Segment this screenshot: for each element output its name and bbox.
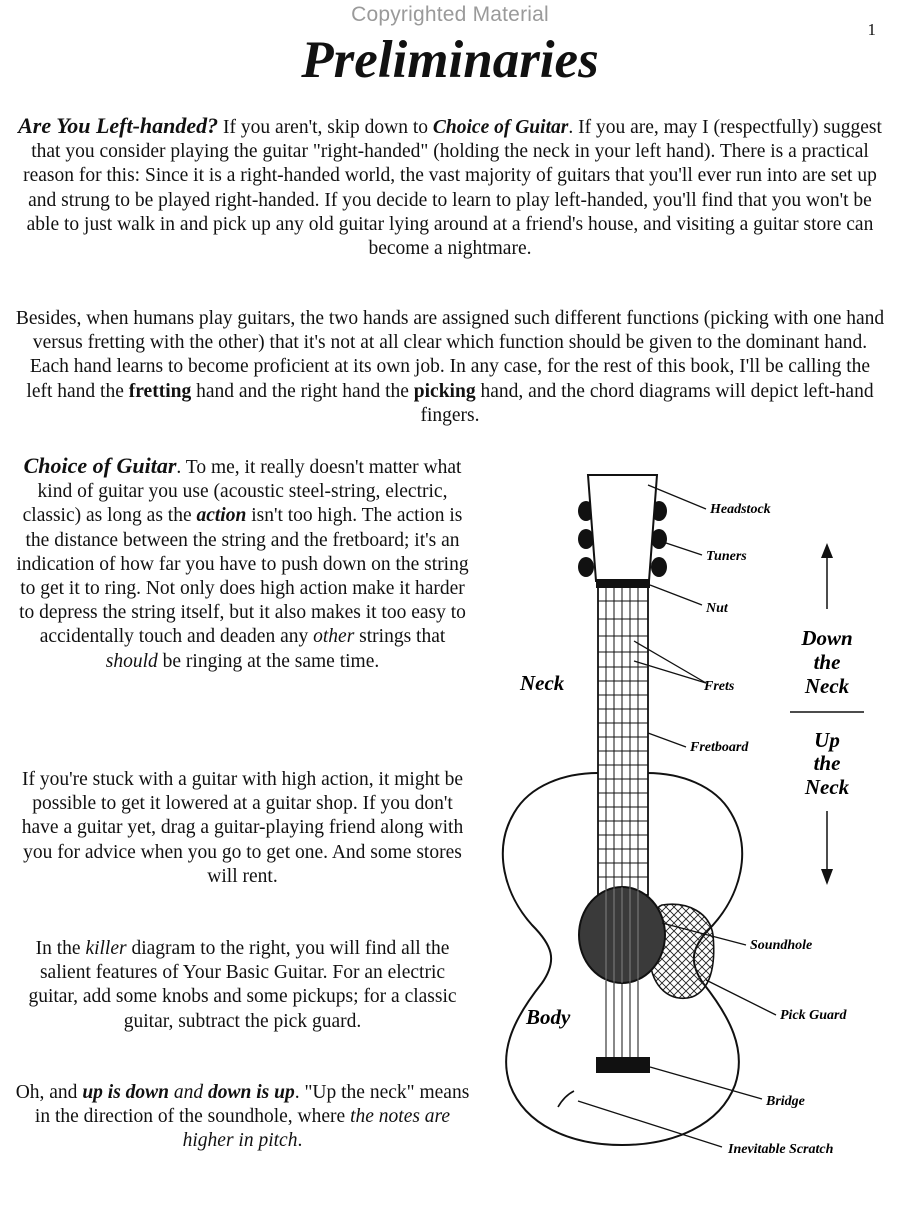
label-bridge: Bridge xyxy=(766,1094,805,1109)
label-neck: Neck xyxy=(520,671,565,695)
copyright-watermark: Copyrighted Material xyxy=(351,3,549,26)
label-headstock: Headstock xyxy=(710,502,771,517)
choice-of-guitar-heading: Choice of Guitar xyxy=(23,453,177,478)
down-label-line-3: Neck xyxy=(804,674,850,698)
label-frets: Frets xyxy=(704,679,735,694)
left-handed-heading: Are You Left-handed? xyxy=(18,113,219,138)
down-label-line-1: Down xyxy=(801,626,853,650)
up-label-line-2: the xyxy=(813,751,841,775)
hands-paragraph: Besides, when humans play guitars, the two hands are assigned such different functions (picking with one hand versus fretting with the other) that it's not at all clear which function should be given to the dominant hand. Each hand learns to become proficient at its own job. In any case, for the rest of this book, I'll be calling the left hand the fretting hand and the right hand the picking hand, and the chord diagrams will depict left-hand fingers. xyxy=(15,308,885,426)
label-pick-guard: Pick Guard xyxy=(780,1008,847,1023)
label-tuners: Tuners xyxy=(706,549,747,564)
diagram-intro-paragraph: In the killer diagram to the right, you will find all the salient features of Your Basic Guitar. For an electric guitar, add some knobs and some pickups; for a classic guitar, subtract the pick guard. xyxy=(28,938,457,1032)
label-soundhole: Soundhole xyxy=(750,938,813,953)
label-inevitable-scratch: Inevitable Scratch xyxy=(728,1142,834,1157)
headstock xyxy=(588,475,657,581)
page-title: Preliminaries xyxy=(301,31,599,89)
down-label-line-2: the xyxy=(813,650,841,674)
up-label-line-3: Neck xyxy=(804,775,850,799)
up-down-paragraph: Oh, and up is down and down is up. "Up the neck" means in the direction of the soundhole, where the notes are higher in pitch. xyxy=(15,1082,470,1152)
high-action-paragraph: If you're stuck with a guitar with high action, it might be possible to get it lowered at a guitar shop. If you don't have a guitar yet, drag a guitar-playing friend along with you for advice when you go to get one. And some stores will rent. xyxy=(21,769,464,887)
guitar-diagram xyxy=(470,455,890,1175)
choice-of-guitar-reference: Choice of Guitar xyxy=(432,117,569,138)
direction-legend xyxy=(790,543,864,885)
choice-of-guitar-paragraph: Choice of Guitar. To me, it really doesn't matter what kind of guitar you use (acoustic steel-string, electric, classic) as long as the action isn't too high. The action is the distance between the string and the fretboard; it's an indication of how far you have to push down on the string to get it to ring. Not only does high action make it harder to depress the string itself, but it also makes it too easy to accidentally touch and deaden any other strings that should be ringing at the same time. xyxy=(16,453,469,672)
label-body: Body xyxy=(526,1005,571,1029)
up-label-line-1: Up xyxy=(814,728,840,752)
bridge xyxy=(596,1057,650,1073)
label-fretboard: Fretboard xyxy=(690,740,749,755)
label-nut: Nut xyxy=(706,601,728,616)
left-handed-paragraph: Are You Left-handed? If you aren't, skip down to Choice of Guitar. If you are, may I (respectfully) suggest that you consider playing the guitar "right-handed" (holding the neck in your left hand). There is a practical reason for this: Since it is a right-handed world, the vast majority of guitars that you'll ever run into are set up and strung to be played right-handed. If you decide to learn to play left-handed, you'll find that you won't be able to just walk in and pick up any old guitar lying around at a friend's house, and visiting a guitar store can become a nightmare. xyxy=(18,113,882,260)
page-number: 1 xyxy=(867,20,876,39)
nut xyxy=(596,579,650,588)
